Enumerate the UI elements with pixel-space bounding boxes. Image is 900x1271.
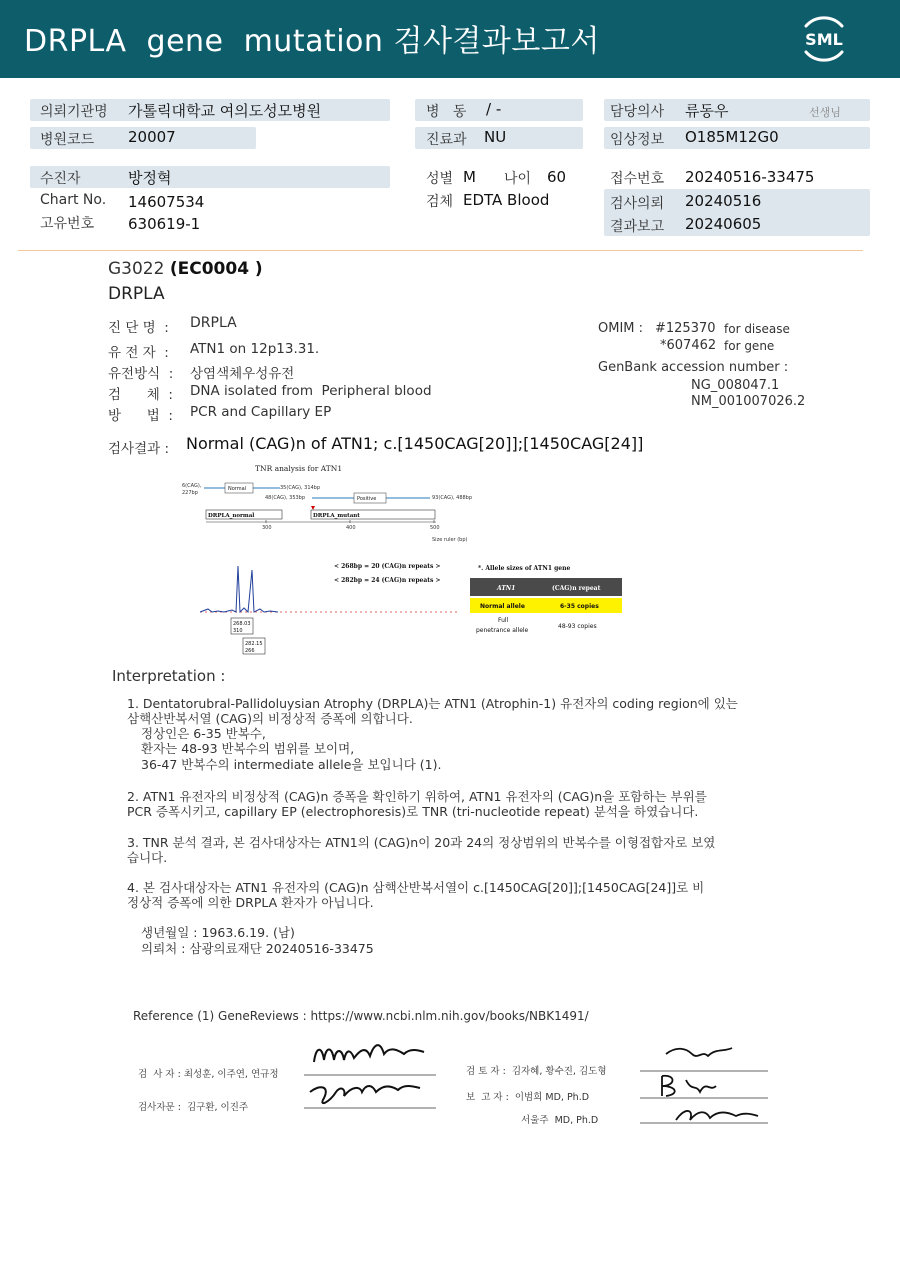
logo-text: SML: [805, 30, 843, 49]
institution-label: 의뢰기관명: [40, 104, 108, 120]
diagnosis-label: 진 단 명 :: [108, 320, 169, 336]
drpla-normal-label: DRPLA_normal: [208, 513, 255, 519]
label-35cag: 35(CAG), 314bp: [280, 485, 321, 491]
patient-label: 수진자: [40, 171, 81, 187]
hospital-code-label: 병원코드: [40, 132, 95, 148]
positive-box-label: Positive: [357, 496, 377, 502]
sex-value: M: [463, 168, 476, 186]
interp-p1-line3: 정상인은 6-35 반복수,: [141, 726, 266, 741]
sample-label: 검 체 :: [108, 387, 173, 403]
omim-disease-id: #125370: [655, 321, 716, 336]
full-allele-copies: 48-93 copies: [558, 623, 597, 630]
interp-p1-line2: 삼핵산반복서열 (CAG)의 비정상적 증폭에 의합니다.: [127, 711, 413, 726]
receipt-value: 20240516-33475: [685, 168, 815, 186]
tester-signatures: [300, 1036, 440, 1116]
drpla-mutant-label: DRPLA_mutant: [313, 513, 360, 519]
normal-allele-copies: 6-35 copies: [560, 603, 599, 610]
peak2-height: 266: [245, 648, 255, 654]
repeat-note-1: < 268bp = 20 (CAG)n repeats >: [334, 563, 441, 570]
info-bar-patient: [30, 166, 390, 188]
chart-label: Chart No.: [40, 192, 107, 208]
interp-p4-line1: 4. 본 검사대상자는 ATN1 유전자의 (CAG)n 삼핵산반복서열이 c.[1450CAG[20]];[1450CAG[24]]로 비: [127, 880, 705, 895]
hospital-code-value: 20007: [128, 128, 176, 146]
label-93cag: 93(CAG), 488bp: [432, 495, 473, 501]
request-value: 20240516: [685, 192, 762, 210]
reporter2-signature: [676, 1111, 758, 1120]
doctor-value: 류동우: [685, 102, 729, 120]
ward-value: / -: [486, 100, 502, 118]
institution-value: 가톨릭대학교 여의도성모병원: [128, 102, 322, 120]
boundary-marker: [311, 506, 315, 510]
test-name: DRPLA: [108, 284, 165, 304]
interp-p1-line4: 환자는 48-93 반복수의 범위를 보이며,: [141, 741, 355, 756]
specimen-label: 검체: [426, 194, 454, 210]
tester-signature: [314, 1045, 424, 1062]
report-header: [0, 0, 900, 78]
signal-trace: [200, 566, 278, 612]
doctor-label: 담당의사: [610, 104, 665, 120]
age-value: 60: [547, 168, 567, 186]
age-label: 나이: [504, 171, 532, 187]
inheritance-label: 유전방식 :: [108, 366, 174, 382]
tester-line: 검 사 자 : 최성훈, 이주연, 연규정: [138, 1069, 279, 1080]
sml-logo: [796, 12, 852, 66]
report-label: 결과보고: [610, 219, 665, 235]
ward-label: 병 동: [426, 104, 467, 120]
requester: 의뢰처 : 삼광의료재단 20240516-33475: [141, 941, 374, 956]
request-label: 검사의뢰: [610, 196, 665, 212]
allele-col2: (CAG)n repeat: [552, 585, 601, 592]
peak1-size: 268.03: [233, 621, 251, 627]
tnr-title: TNR analysis for ATN1: [255, 464, 343, 473]
allele-size-table: [470, 562, 626, 640]
patient-value: 방정혁: [128, 169, 172, 187]
tick-400: 400: [346, 525, 356, 531]
genbank-label: GenBank accession number :: [598, 360, 789, 375]
label-48cag: 48(CAG), 353bp: [265, 495, 306, 501]
repeat-note-2: < 282bp = 24 (CAG)n repeats >: [334, 577, 441, 584]
specimen-value: EDTA Blood: [463, 191, 550, 209]
omim-label: OMIM :: [598, 321, 644, 336]
full-allele-label-1: Full: [498, 617, 509, 624]
chart-value: 14607534: [128, 193, 205, 211]
electropherogram: [198, 556, 460, 658]
department-value: NU: [484, 128, 507, 146]
clinical-label: 임상정보: [610, 132, 665, 148]
full-allele-label-2: penetrance allele: [476, 627, 529, 634]
tick-300: 300: [262, 525, 272, 531]
omim-disease-for: for disease: [724, 322, 790, 336]
normal-allele-label: Normal allele: [480, 603, 525, 610]
reviewer-signatures: [636, 1040, 772, 1136]
size-ruler-label: Size ruler (bp): [432, 537, 468, 543]
interp-p2-line2: PCR 증폭시키고, capillary EP (electrophoresis)로 TNR (tri-nucleotide repeat) 분석을 하였습니다.: [127, 804, 699, 819]
reference: Reference (1) GeneReviews : https://www.ncbi.nlm.nih.gov/books/NBK1491/: [133, 1009, 589, 1023]
diagnosis-value: DRPLA: [190, 315, 237, 331]
tnr-diagram: [180, 462, 480, 546]
tick-500: 500: [430, 525, 440, 531]
inheritance-value: 상염색체우성유전: [190, 366, 295, 382]
receipt-label: 접수번호: [610, 171, 665, 187]
department-label: 진료과: [426, 132, 467, 148]
genbank-nm: NM_001007026.2: [691, 394, 806, 409]
result-label: 검사결과 :: [108, 441, 170, 457]
doctor-suffix: 선생님: [809, 106, 841, 119]
unique-value: 630619-1: [128, 215, 201, 233]
interp-p3-line2: 습니다.: [127, 850, 168, 865]
sample-value: DNA isolated from Peripheral blood: [190, 383, 432, 399]
report-title: DRPLA gene mutation 검사결과보고서: [24, 24, 600, 59]
label-227bp: 227bp: [182, 490, 198, 496]
genbank-ng: NG_008047.1: [691, 378, 780, 393]
reviewer-signature: [666, 1048, 732, 1056]
omim-gene-for: for gene: [724, 339, 775, 353]
interp-p1-line1: 1. Dentatorubral-Pallidoluysian Atrophy (DRPLA)는 ATN1 (Atrophin-1) 유전자의 coding region에 있는: [127, 696, 738, 711]
reviewer-line: 검 토 자 : 김자혜, 황수진, 김도형: [466, 1066, 607, 1077]
method-value: PCR and Capillary EP: [190, 404, 332, 420]
report-value: 20240605: [685, 215, 762, 233]
interp-p3-line1: 3. TNR 분석 결과, 본 검사대상자는 ATN1의 (CAG)n이 20과 24의 정상범위의 반복수를 이형접합자로 보였: [127, 835, 716, 850]
result-value: Normal (CAG)n of ATN1; c.[1450CAG[20]];[1450CAG[24]]: [186, 434, 644, 453]
gene-value: ATN1 on 12p13.31.: [190, 341, 320, 357]
allele-table-title: *. Allele sizes of ATN1 gene: [478, 565, 571, 572]
tester-advisor-line: 검사자문 : 김구환, 이진주: [138, 1102, 249, 1113]
peak1-height: 310: [233, 628, 243, 634]
reporter-line: 보 고 자 : 이범희 MD, Ph.D: [466, 1092, 590, 1103]
allele-col1: ATN1: [497, 585, 516, 592]
unique-label: 고유번호: [40, 216, 95, 232]
tester-advisor-signature: [310, 1086, 420, 1103]
sex-label: 성별: [426, 171, 454, 187]
omim-gene-id: *607462: [660, 338, 717, 353]
interp-p2-line1: 2. ATN1 유전자의 비정상적 (CAG)n 증폭을 확인하기 위하여, ATN1 유전자의 (CAG)n을 포함하는 부위를: [127, 789, 707, 804]
normal-box-label: Normal: [228, 486, 247, 492]
reporter2-line: 서울주 MD, Ph.D: [521, 1115, 599, 1126]
clinical-value: O185M12G0: [685, 128, 779, 146]
label-6cag: 6(CAG),: [182, 483, 202, 489]
interp-p1-line5: 36-47 반복수의 intermediate allele을 보입니다 (1).: [141, 757, 442, 772]
peak2-size: 282.15: [245, 641, 263, 647]
method-label: 방 법 :: [108, 408, 173, 424]
birth-date: 생년월일 : 1963.6.19. (남): [141, 925, 295, 940]
test-code: G3022 (EC0004 ): [108, 259, 263, 279]
gene-label: 유 전 자 :: [108, 345, 169, 361]
reporter-signature: [662, 1076, 716, 1096]
interp-p4-line2: 정상적 증폭에 의한 DRPLA 환자가 아닙니다.: [127, 895, 374, 910]
interpretation-title: Interpretation :: [112, 667, 226, 685]
